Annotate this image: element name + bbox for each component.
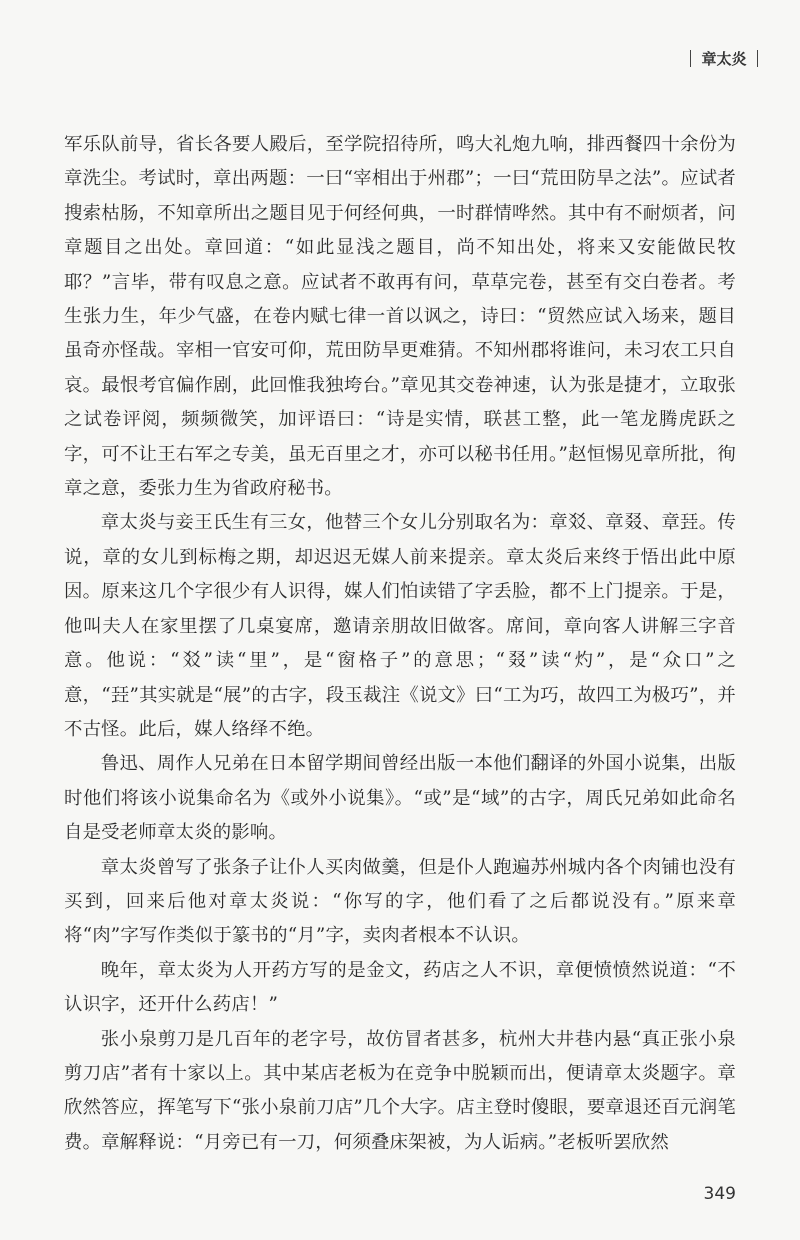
header-right-divider bbox=[757, 50, 759, 67]
paragraph: 章太炎与妾王氏生有三女，他替三个女儿分别取名为：章㸚、章叕、章㠭。传说，章的女儿到标梅之期，却迟迟无媒人前来提亲。章太炎后来终于悟出此中原因。原来这几个字很少有人识得，媒人们怕读错了字丢脸，都不上门提亲。于是，他叫夫人在家里摆了几桌宴席，邀请亲朋故旧做客。席间，章向客人讲解三字音意。他说：“㸚”读“里”，是“窗格子”的意思；“叕”读“灼”，是“众口”之意，“㠭”其实就是“展”的古字，段玉裁注《说文》曰“工为巧，故四工为极巧”，并不古怪。此后，媒人络绎不绝。 bbox=[64, 512, 736, 740]
paragraph-continuation: 军乐队前导，省长各要人殿后，至学院招待所，鸣大礼炮九响，排西餐四十余份为章洗尘。考试时，章出两题：一曰“宰相出于州郡”；一曰“荒田防旱之法”。应试者搜索枯肠，不知章所出之题目见于何经何典，一时群情哗然。其中有不耐烦者，问章题目之出处。章回道：“如此显浅之题目，尚不知出处，将来又安能做民牧耶？”言毕，带有叹息之意。应试者不敢再有问，草草完卷，甚至有交白卷者。考生张力生，年少气盛，在卷内赋七律一首以讽之，诗曰：“贸然应试入场来，题目虽奇亦怪哉。宰相一官安可仰，荒田防旱更难猜。不知州郡将谁问，未习农工只自哀。最恨考官偏作剧，此回惟我独垮台。”章见其交卷神速，认为张是捷才，立取张之试卷评阅，频频微笑，加评语曰：“诗是实情，联甚工整，此一笔龙腾虎跃之字，可不让王右军之专美，虽无百里之才，亦可以秘书任用。”赵恒惕见章所批，徇章之意，委张力生为省政府秘书。 bbox=[64, 134, 736, 500]
page-body bbox=[64, 128, 736, 1160]
paragraph: 章太炎曾写了张条子让仆人买肉做羹，但是仆人跑遍苏州城内各个肉铺也没有买到，回来后他对章太炎说：“你写的字，他们看了之后都说没有。”原来章将“肉”字写作类似于篆书的“月”字，卖肉者根本不认识。 bbox=[64, 856, 736, 947]
paragraph: 鲁迅、周作人兄弟在日本留学期间曾经出版一本他们翻译的外国小说集，出版时他们将该小说集命名为《或外小说集》。“或”是“域”的古字，周氏兄弟如此命名自是受老师章太炎的影响。 bbox=[64, 753, 736, 844]
paragraph: 张小泉剪刀是几百年的老字号，故仿冒者甚多，杭州大井巷内悬“真正张小泉剪刀店”者有十家以上。其中某店老板为在竞争中脱颖而出，便请章太炎题字。章欣然答应，挥笔写下“张小泉前刀店”几个大字。店主登时傻眼，要章退还百元润笔费。章解释说：“月旁已有一刀，何须叠床架被，为人诟病。”老板听罢欣然 bbox=[64, 1028, 736, 1153]
header-left-divider bbox=[690, 50, 692, 67]
running-header bbox=[690, 48, 758, 69]
header-title: 章太炎 bbox=[701, 50, 747, 68]
page-number: 349 bbox=[703, 1184, 736, 1204]
paragraph: 晚年，章太炎为人开药方写的是金文，药店之人不识，章便愤愤然说道：“不认识字，还开什么药店！” bbox=[64, 959, 736, 1016]
